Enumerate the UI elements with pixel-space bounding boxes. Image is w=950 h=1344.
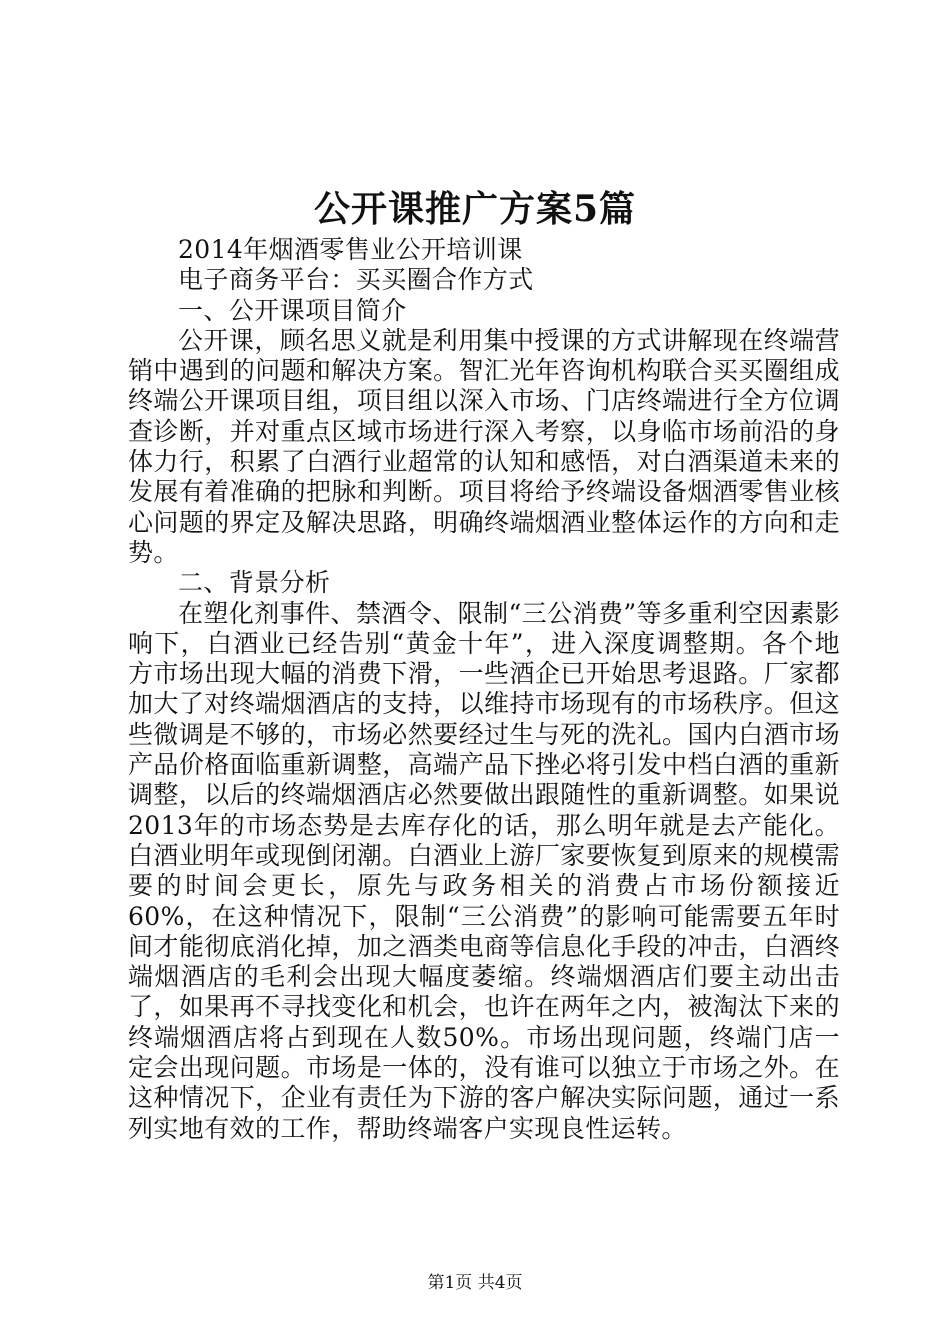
- section-heading-background: 二、背景分析: [178, 568, 331, 598]
- document-title: 公开课推广方案5篇: [313, 188, 637, 230]
- paragraph-intro: 公开课，顾名思义就是利用集中授课的方式讲解现在终端营销中遇到的问题和解决方案。智汇光年咨询机构联合买买圈组成终端公开课项目组，项目组以深入市场、门店终端进行全方位调查诊断，并对重点区域市场进行深入考察，以身临市场前沿的身体力行，积累了白酒行业超常的认知和感悟，对白酒渠道未来的发展有着准确的把脉和判断。项目将给予终端设备烟酒零售业核心问题的界定及解决思路，明确终端烟酒业整体运作的方向和走势。: [128, 325, 840, 567]
- section-heading-intro: 一、公开课项目简介: [178, 295, 407, 325]
- paragraph-course-title: 2014年烟酒零售业公开培训课: [178, 235, 523, 264]
- paragraph-platform: 电子商务平台：买买圈合作方式: [178, 265, 534, 295]
- document-body: [128, 235, 840, 1144]
- page-footer: 第1页 共4页: [427, 1273, 523, 1293]
- paragraph-background: 在塑化剂事件、禁酒令、限制“三公消费”等多重利空因素影响下，白酒业已经告别“黄金十年”，进入深度调整期。各个地方市场出现大幅的消费下滑，一些酒企已开始思考退路。厂家都加大了对终端烟酒店的支持，以维持市场现有的市场秩序。但这些微调是不够的，市场必然要经过生与死的洗礼。国内白酒市场产品价格面临重新调整，高端产品下挫必将引发中档白酒的重新调整，以后的终端烟酒店必然要做出跟随性的重新调整。如果说2013年的市场态势是去库存化的话，那么明年就是去产能化。白酒业明年或现倒闭潮。白酒业上游厂家要恢复到原来的规模需要的时间会更长，原先与政务相关的消费占市场份额接近60%，在这种情况下，限制“三公消费”的影响可能需要五年时间才能彻底消化掉，加之酒类电商等信息化手段的冲击，白酒终端烟酒店的毛利会出现大幅度萎缩。终端烟酒店们要主动出击了，如果再不寻找变化和机会，也许在两年之内，被淘汰下来的终端烟酒店将占到现在人数50%。市场出现问题，终端门店一定会出现问题。市场是一体的，没有谁可以独立于市场之外。在这种情况下，企业有责任为下游的客户解决实际问题，通过一系列实地有效的工作，帮助终端客户实现良性运转。: [128, 598, 840, 1143]
